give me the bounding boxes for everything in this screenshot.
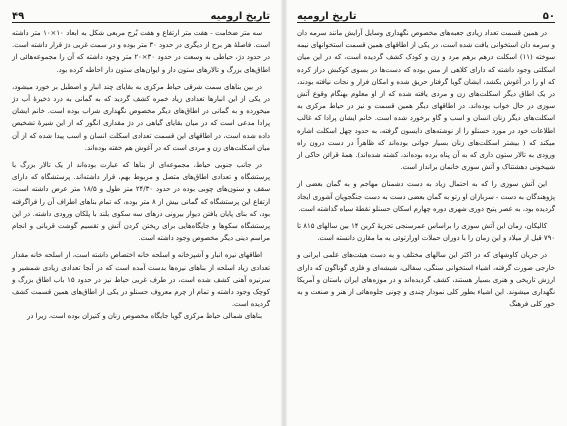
book-gutter xyxy=(281,0,287,426)
left-page-header xyxy=(12,4,270,23)
right-page-header xyxy=(297,4,555,23)
left-paragraph-1: سه متر ضخامت - هفت متر ارتفاع و هفت بُرج مربعی شکل به ابعاد ۱۰×۱۰ متر داشته است. فاصلهٔ هر برج از دیگری در حدود ۳۰ متر بوده و در سمت غربی دژ قرار داشته است. در حدود دژ، حیاطی به وسعت در حدود ۳۰×۲۰ متر وجود داشته که آن را مجموعه‌هائی از اطاق‌های بزرگ و تالارهای ستون دار و ایوان‌های ستون دار احاطه کرده بود. xyxy=(12,29,271,74)
right-page xyxy=(291,4,561,426)
left-paragraph-5: بناهای شمالی حیاط مرکزی گویا جایگاه مخصوص زنان و کنیزان بوده است، زیرا در xyxy=(27,312,262,321)
left-page-body xyxy=(12,23,270,323)
right-running-title: تاریخ ارومیه xyxy=(297,11,357,22)
right-paragraph-2: این آتش سوزی را که به احتمال زیاد به دست دشمنان مهاجم و به گمان بعضی از پژوهندگان به دست - سربازان او رتو به گمان بعضی دست به دست جنگجویان آشوری ایجاد گردیده بود، به عصر پنیح دوری شهری دوره چهارم اسکان حسنلو نقطهٔ سیاه گذاشته است. xyxy=(297,180,555,213)
right-paragraph-1: در همین قسمت تعداد زیادی جعبه‌های مخصوص نگهداری وسایل آرایش مانند سرمه دان و سرمه دان استخوانی یافت شده است، در یکی از اطاقهای همین قسمت استخوانهای نیمه سوخته (۱۱) اسکلت درهم برهم مرد و زن و کودک کشف گردیده است، که در این میان اسکلتی وجود داشته که دارای کلاهی از مس بوده که دست‌ها در بسوی کوکبش دراز کرده که او را در آغوش بکشد، ایشان گویا گرفتار حریق شده و امکان فرار و نجات نیافته بودند، در یک اطاق دیگر اسکلت‌های زن و مردی یافته شده که از او معلوم بهنگام وقوع آتش سوزی در حال خواب بوده‌اند. در اطاقهای دیگر همین قسمت و نیز در حیاط مرکزی به اسکلت‌های دیگر زنان انسان و اسب و گاو برخورد شده است. خانم ایشان پرادا که غالب اطلاعات خود در مورد حسنلو را از نوشته‌های دایسون گرفته، به حدود چهل اسکلت اشاره میکند که ( بیشتر اسکلت‌های زنان بسیار جوانی بوده‌اند که ظاهراً در دست درون راه ورودی به تالار ستون داری که به آن پناه برده بوده‌اند، کشته شده‌اند). همهٔ قرائن حاکی از شیبخونی دهشتناک و آتش سوزی خانمان برانداز است. xyxy=(297,29,556,172)
right-paragraph-4: در جریان کاوشهای که در اکثر این سالهای مختلف و به دست هیئت‌های علمی ایرانی و خارجی صورت گرفته، اشیاء استخوانی سنگی، سفالی، شیشه‌ای و فلزی گوناگون که دارای ارزش تاریخی و هنری بسیار هستند، کشف گردیده‌اند و در موزه‌های ایران باستان و آمریکا نگهداری میشوند. این اشیاء بطور کلی نمودار چندی و چونی جلوه‌هائی از هنر و صنعت و به خور کلی فرهنگ xyxy=(297,251,555,309)
left-page xyxy=(6,4,276,426)
left-running-title: تاریخ ارومیه xyxy=(210,11,270,22)
right-paragraph-3: کالیکان، زمان این آتش سوزی را براساس عمرسنجی تجزیهٔ کربن ۱۴ بین سالهای ۸۱۵ تا ۷۹۰ قبل از میلاد و این زمان را با دوران حملات اورارتوئی به ما مقارن دانسته است. xyxy=(297,222,555,243)
left-paragraph-3: در جانب جنوبی حیاط، مجموعه‌ای از بناها که عبارت بوده‌اند از یک تالار بزرگ با پرستشگاه و تعدادی اطاق‌های متصل و مربوط بهم، قرار داشته‌اند. پرستشگاه که دارای سقف و ستون‌های چوبی بوده در حدود ۲۴/۳۰ متر طول و ۱۸/۵ متر عرض داشته است، ارتفاع این پرستشگاه که گمانی بیش از ۸ متر بوده، که تمام بناهای اطراف آن را فراگرفته بود، که بنای پایان یافتن دیوار بیرونی درهای سه سکوی بلند با پلکان ورودی داشته. در این پرستشگاه سکوها و جایگاه‌هایی برای ریختن کردن آتش و تقسیم گوشت قربانی و انجام مراسم دینی دیگر مخصوص وجود داشته است. xyxy=(12,161,270,243)
left-paragraph-2: در بین بناهای سمت شرقی حیاط مرکزی به بقایای چند انبار و اصطبل بر خورد میشود، در یکی از این انبارها تعدادی زیاد خمره کشف گردید که به گمانی به درد ذخیرهٔ آب دژ میخورده و به گمانی در اطاق‌های دیگر مخصوص نگهداری شراب بوده است. خانم ایشان پرادا مدعی است که در میان بقایای گیاهی در دژ مقداری انگور که از این شیرهٔ تشخیص داده شده است، در اطاقهای این قسمت تعدادی اسکلت انسان و اسب پیدا شده که از آن میان اسکلت‌های زن و مردی است که در آغوش هم خفته بوده‌اند. xyxy=(12,82,270,152)
right-page-number: ۵۰ xyxy=(542,11,555,22)
left-page-number: ۴۹ xyxy=(12,11,25,22)
right-page-body xyxy=(297,23,555,310)
left-paragraph-4: اطاقهای نیزه انبار و آشپزخانه و اسلحه خانه اختصاص داشته است، از اسلحه خانه مقدار تعدادی زیاد اسلحه از بناهای نیزه‌ها بدست آمده است که در آنجا تعدادی زیادی شمشیر و سرنیزه آهنی کشف شده است، در طرف غربی حیاط نیز در حدود ۱۵ باب اطاق بزرگ و کوچک وجود داشته و تمام از چرم معروف حسنلو در یکی از اطاق‌های همین قسمت کشف گردیده است. xyxy=(12,251,270,309)
